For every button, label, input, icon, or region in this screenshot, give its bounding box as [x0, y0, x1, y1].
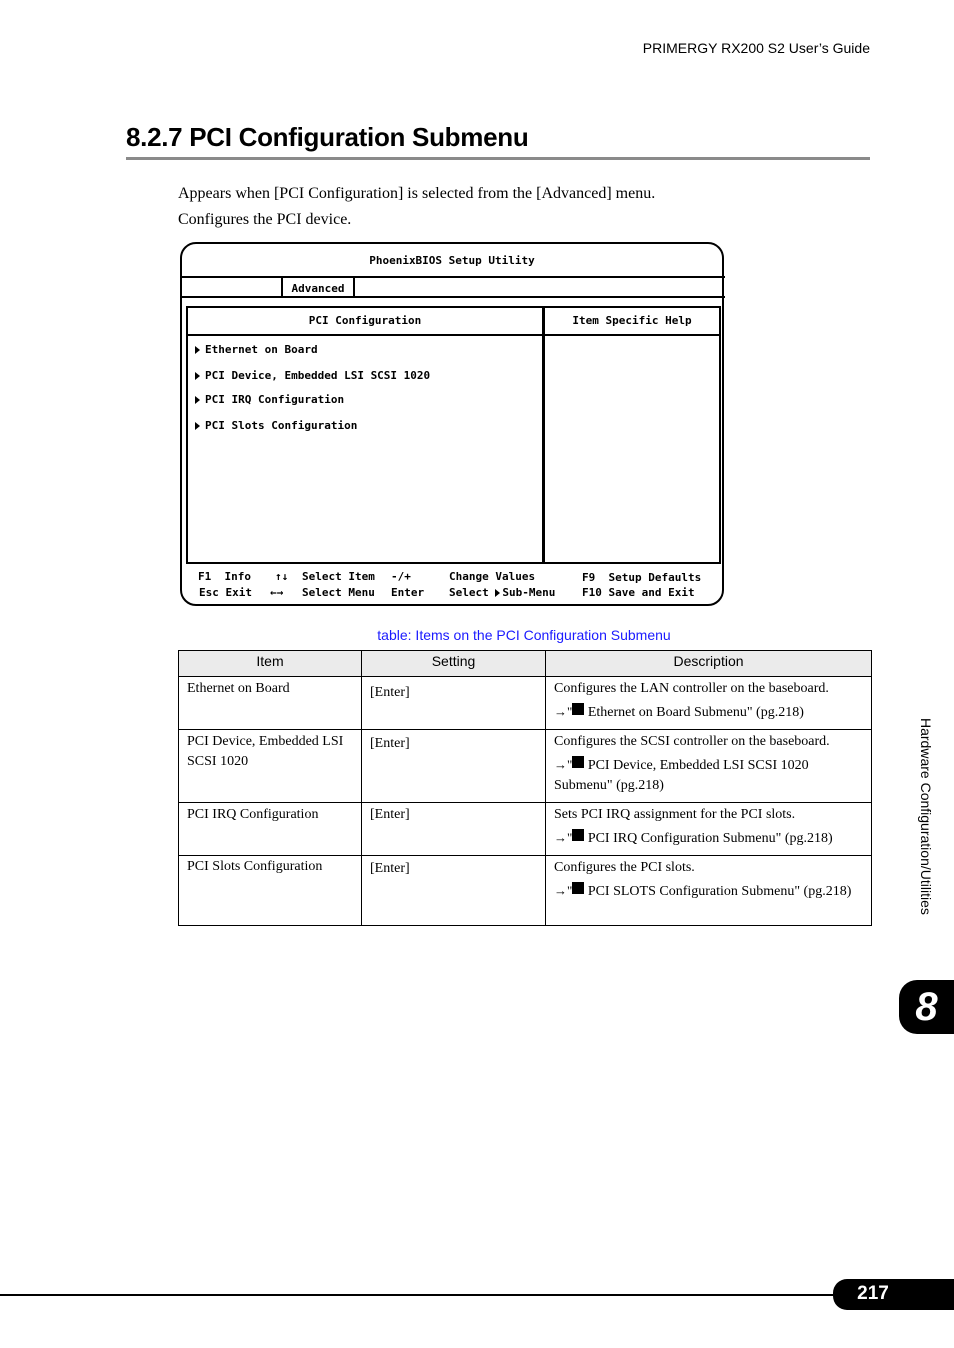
- page-number: 217: [857, 1283, 889, 1304]
- cell-setting: [Enter]: [362, 803, 546, 856]
- cross-reference: →" Ethernet on Board Submenu" (pg.218): [554, 704, 804, 720]
- bios-key-f9: F9 Setup Defaults: [582, 571, 702, 584]
- reference-arrow-icon: →": [554, 704, 573, 719]
- table-row: [179, 730, 872, 803]
- reference-arrow-icon: →": [554, 830, 573, 845]
- submenu-arrow-icon: [195, 372, 200, 380]
- items-table: [178, 650, 872, 926]
- bios-minus-plus: -/+: [391, 570, 411, 583]
- description-text: Sets PCI IRQ assignment for the PCI slots.: [554, 807, 796, 822]
- table-row: [179, 856, 872, 926]
- bios-change-values: Change Values: [449, 570, 536, 583]
- description-text: Configures the LAN controller on the baseboard.: [554, 681, 829, 696]
- bios-entry-pci-device: PCI Device, Embedded LSI SCSI 1020: [195, 369, 430, 382]
- cell-description: [546, 677, 872, 730]
- table-row: [179, 677, 872, 730]
- bios-select-submenu: Select Sub-Menu: [449, 586, 556, 599]
- bios-updown-arrows-icon: ↑↓: [275, 570, 289, 583]
- bios-leftright-arrows-icon: ←→: [270, 586, 284, 599]
- cell-description: [546, 856, 872, 926]
- table-header-row: [179, 651, 872, 677]
- side-chapter-label: Hardware Configuration/Utilities: [918, 718, 934, 915]
- bios-enter: Enter: [391, 586, 425, 599]
- cell-item: PCI IRQ Configuration: [179, 803, 362, 856]
- chapter-tab: [899, 980, 954, 1034]
- intro-text-2: Configures the PCI device.: [178, 211, 352, 228]
- bios-entry-ethernet: Ethernet on Board: [195, 343, 318, 356]
- cell-description: [546, 803, 872, 856]
- bios-select-item: Select Item: [302, 570, 375, 583]
- column-header-setting: Setting: [362, 651, 546, 677]
- bios-title: PhoenixBIOS Setup Utility: [369, 254, 535, 267]
- bios-select-menu: Select Menu: [302, 586, 375, 599]
- reference-arrow-icon: →": [554, 757, 573, 772]
- table-caption: table: Items on the PCI Configuration Submenu: [377, 627, 671, 643]
- description-text: Configures the PCI slots.: [554, 860, 695, 875]
- column-header-item: Item: [179, 651, 362, 677]
- reference-square-icon: [572, 829, 584, 841]
- submenu-arrow-icon: [195, 346, 200, 354]
- cell-item: Ethernet on Board: [179, 677, 362, 730]
- bios-key-f1: F1 Info: [198, 570, 251, 583]
- cross-reference: →" PCI Device, Embedded LSI SCSI 1020 Submenu" (pg.218): [554, 757, 809, 793]
- cell-item: PCI Device, Embedded LSI SCSI 1020: [179, 730, 362, 803]
- chapter-number: 8: [915, 985, 938, 1029]
- submenu-arrow-icon: [195, 422, 200, 430]
- bios-entry-pci-irq: PCI IRQ Configuration: [195, 393, 344, 406]
- reference-square-icon: [572, 756, 584, 768]
- bios-panel-title: PCI Configuration: [188, 308, 542, 336]
- bios-help-title: Item Specific Help: [545, 308, 719, 336]
- cross-reference: →" PCI IRQ Configuration Submenu" (pg.218): [554, 830, 833, 846]
- table-row: [179, 803, 872, 856]
- bios-key-f10: F10 Save and Exit: [582, 586, 695, 599]
- cell-setting: [Enter]: [362, 856, 546, 926]
- footer-rule: [0, 1294, 840, 1296]
- cross-reference: →" PCI SLOTS Configuration Submenu" (pg.218): [554, 883, 852, 899]
- reference-square-icon: [572, 882, 584, 894]
- intro-text-1: Appears when [PCI Configuration] is selected from the [Advanced] menu.: [178, 185, 656, 202]
- bios-key-esc: Esc Exit: [199, 586, 252, 599]
- bios-entry-pci-slots: PCI Slots Configuration: [195, 419, 357, 432]
- reference-arrow-icon: →": [554, 883, 573, 898]
- bios-screen: [180, 242, 724, 606]
- cell-description: [546, 730, 872, 803]
- bios-help-panel: [543, 306, 721, 564]
- description-text: Configures the SCSI controller on the baseboard.: [554, 734, 830, 749]
- bios-menu-bar: [181, 276, 725, 298]
- cell-item: PCI Slots Configuration: [179, 856, 362, 926]
- bios-main-panel: [186, 306, 544, 564]
- column-header-description: Description: [546, 651, 872, 677]
- cell-setting: [Enter]: [362, 677, 546, 730]
- submenu-arrow-icon: [195, 396, 200, 404]
- header-guide-title: PRIMERGY RX200 S2 User’s Guide: [642, 40, 870, 56]
- cell-setting: [Enter]: [362, 730, 546, 803]
- submenu-arrow-icon: [495, 589, 500, 597]
- section-title: 8.2.7 PCI Configuration Submenu: [126, 122, 870, 160]
- bios-menu-tab-advanced: Advanced: [281, 278, 355, 296]
- reference-square-icon: [572, 703, 584, 715]
